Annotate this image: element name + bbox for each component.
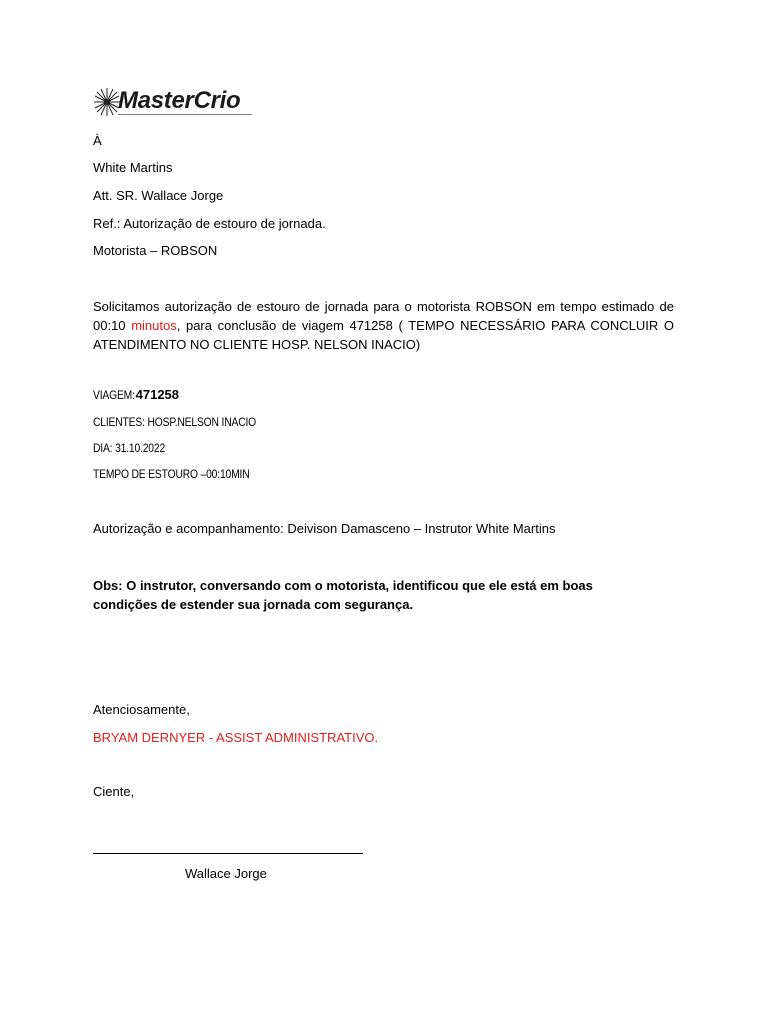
attention-line: Att. SR. Wallace Jorge <box>93 188 224 203</box>
request-text-part2: , para conclusão de viagem 471258 ( TEMPO NECESSÁRIO PARA CONCLUIR O ATENDIMENTO NO CLIENTE HOSP. NELSON INACIO) <box>93 318 674 352</box>
regards-line: Atenciosamente, <box>93 702 190 717</box>
overtime-line: TEMPO DE ESTOURO –00:10MIN <box>93 467 250 481</box>
signature-line <box>93 853 363 854</box>
driver-line: Motorista – ROBSON <box>93 243 218 258</box>
day-line: DIA: 31.10.2022 <box>93 441 166 455</box>
salutation: À <box>93 133 102 148</box>
signatory-name: Wallace Jorge <box>185 866 267 881</box>
reference-line: Ref.: Autorização de estouro de jornada. <box>93 216 326 231</box>
trip-label: VIAGEM: <box>93 388 135 402</box>
logo-wordmark: MasterCrio <box>118 87 241 114</box>
trip-value: 471258 <box>135 387 180 402</box>
sender-line: BRYAM DERNYER - ASSIST ADMINISTRATIVO. <box>93 730 379 745</box>
acknowledged-line: Ciente, <box>93 784 135 799</box>
request-highlight: minutos <box>131 318 177 333</box>
logo-underline <box>118 114 252 115</box>
clients-line: CLIENTES: HOSP.NELSON INACIO <box>93 415 257 429</box>
observation-paragraph: Obs: O instrutor, conversando com o motorista, identificou que ele está em boas condições de estender sua jornada com segurança. <box>93 578 593 612</box>
recipient: White Martins <box>93 160 173 175</box>
authorization-line: Autorização e acompanhamento: Deivison Damasceno – Instrutor White Martins <box>93 521 556 536</box>
company-logo <box>92 86 254 120</box>
request-paragraph <box>93 297 674 354</box>
request-text-part1: Solicitamos autorização de estouro de jornada para o motorista ROBSON em tempo estimado de 00:10 <box>93 299 674 333</box>
trip-line <box>93 387 179 403</box>
